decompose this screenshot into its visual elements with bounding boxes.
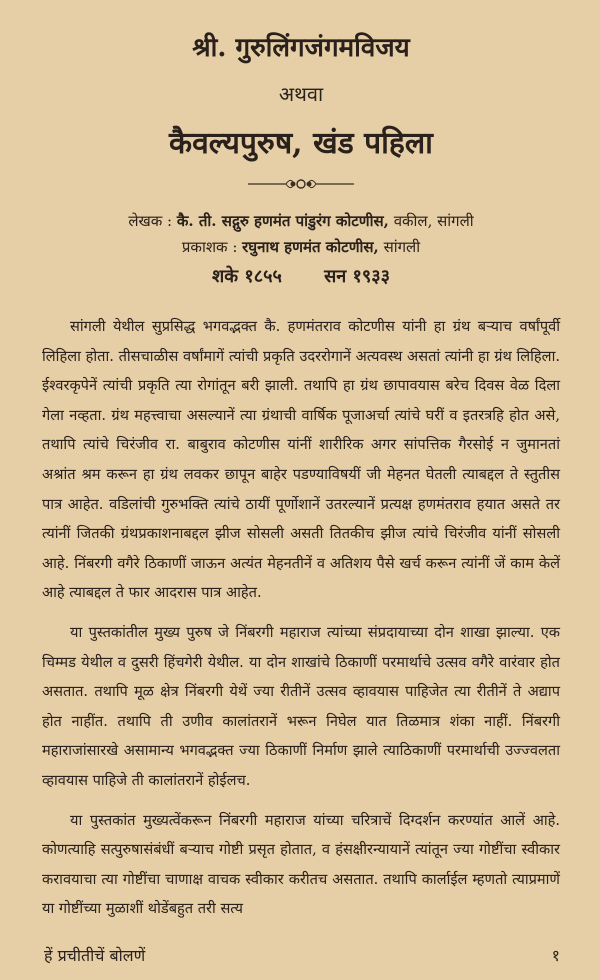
- ornament-divider: [42, 176, 560, 196]
- publisher-label: प्रकाशक :: [181, 238, 238, 256]
- flourish-icon: [246, 176, 356, 192]
- paragraph-3: या पुस्तकांत मुख्यत्वेंकरून निंबरगी महाराज यांच्या चरित्राचें दिग्दर्शन करण्यांत आलें आहे. कोणत्याहि सत्पुरुषासंबंधीं बऱ्याच गोष्टी प्रसृत होतात, व हंसक्षीरन्यायानें त्यांतून ज्या गोष्टींचा स्वीकार करावयाचा त्या गोष्टींचा चाणाक्ष वाचक स्वीकार करीतच असतात. तथापि कार्लाईल म्हणतो त्याप्रमाणें या गोष्टींच्या मुळाशीं थोडेंबहुत तरी सत्य: [42, 811, 560, 918]
- footer-catchword: हें प्रचीतीचें बोलणें: [44, 946, 146, 965]
- publication-year: [42, 264, 560, 288]
- body-text: [42, 312, 560, 924]
- page-footer: [44, 944, 560, 966]
- paragraph-2: या पुस्तकांतील मुख्य पुरुष जे निंबरगी महाराज त्यांच्या संप्रदायाच्या दोन शाखा झाल्या. एक चिम्मड येथील व दुसरी हिंचगेरी येथील. या दोन शाखांचे ठिकाणीं परमार्थाचे उत्सव वगैरे वारंवार होत असतात. तथापि मूळ क्षेत्र निंबरगी येथें ज्या रीतीनें उत्सव व्हावयास पाहिजेत त्या रीतीनें ते अद्याप होत नाहींत. तथापि ती उणीव कालांतरानें भरून निघेल यात तिळमात्र शंका नाहीं. निंबरगी महाराजांसारखे असामान्य भगवद्भक्त ज्या ठिकाणीं निर्माण झाले त्याठिकाणीं परमार्थाची उज्ज्वलता व्हावयास पाहिजे ती कालांतरानें होईलच.: [42, 623, 560, 789]
- paragraph-1: सांगली येथील सुप्रसिद्ध भगवद्भक्त कै. हणमंतराव कोटणीस यांनी हा ग्रंथ बऱ्याच वर्षांपूर्वी लिहिला होता. तीसचाळीस वर्षांमागें त्यांची प्रकृति उदररोगानें अत्यवस्थ असतां त्यांनी हा ग्रंथ लिहिला. ईश्वरकृपेनें त्यांची प्रकृति त्या रोगांतून बरी झाली. तथापि हा ग्रंथ छापावयास बरेच दिवस वेळ दिला गेला नव्हता. ग्रंथ महत्त्वाचा असल्यानें त्या ग्रंथाची वार्षिक पूजाअर्चा त्यांचे घरीं व इतरत्रहि होत असे, तथापि त्यांचे चिरंजीव रा. बाबुराव कोटणीस यांनीं शारीरिक अगर सांपत्तिक गैरसोई न जुमानतां अश्रांत श्रम करून हा ग्रंथ लवकर छापून बाहेर पडण्याविषयीं जी मेहनत घेतली त्याबद्दल ते स्तुतीस पात्र आहेत. वडिलांची गुरुभक्ति त्यांचे ठायीं पूर्णोशानें उतरल्यानें प्रत्यक्ष हणमंतराव हयात असते तर त्यांनीं जितकी ग्रंथप्रकाशनाबद्दल झीज सोसली असती तितकीच झीज त्यांचे चिरंजीव यांनीं सोसली आहे. निंबरगी वगैरे ठिकाणीं जाऊन अत्यंत मेहनतीनें व अतिशय पैसे खर्च करून त्यांनीं जें काम केलें आहे त्याबद्दल ते फार आदरास पात्र आहेत.: [42, 318, 560, 602]
- shake-year: शके १८५५: [212, 266, 282, 287]
- author-block: [42, 208, 560, 260]
- book-title: श्री. गुरुलिंगजंगमविजय: [192, 33, 410, 63]
- publisher-name: रघुनाथ हणमंत कोटणीस,: [242, 238, 379, 256]
- book-subtitle: अथवा: [278, 82, 324, 106]
- book-volume-title: कैवल्यपुरुष, खंड पहिला: [169, 126, 433, 161]
- publisher-line: [42, 234, 560, 260]
- author-name: कै. ती. सद्गुरु हणमंत पांडुरंग कोटणीस,: [176, 212, 389, 230]
- page-number: १: [551, 946, 560, 965]
- author-label: लेखक :: [128, 212, 173, 230]
- author-line: [42, 208, 560, 234]
- publisher-suffix: सांगली: [383, 238, 421, 256]
- author-suffix: वकील, सांगली: [393, 212, 474, 230]
- san-year: सन १९३३: [324, 266, 390, 287]
